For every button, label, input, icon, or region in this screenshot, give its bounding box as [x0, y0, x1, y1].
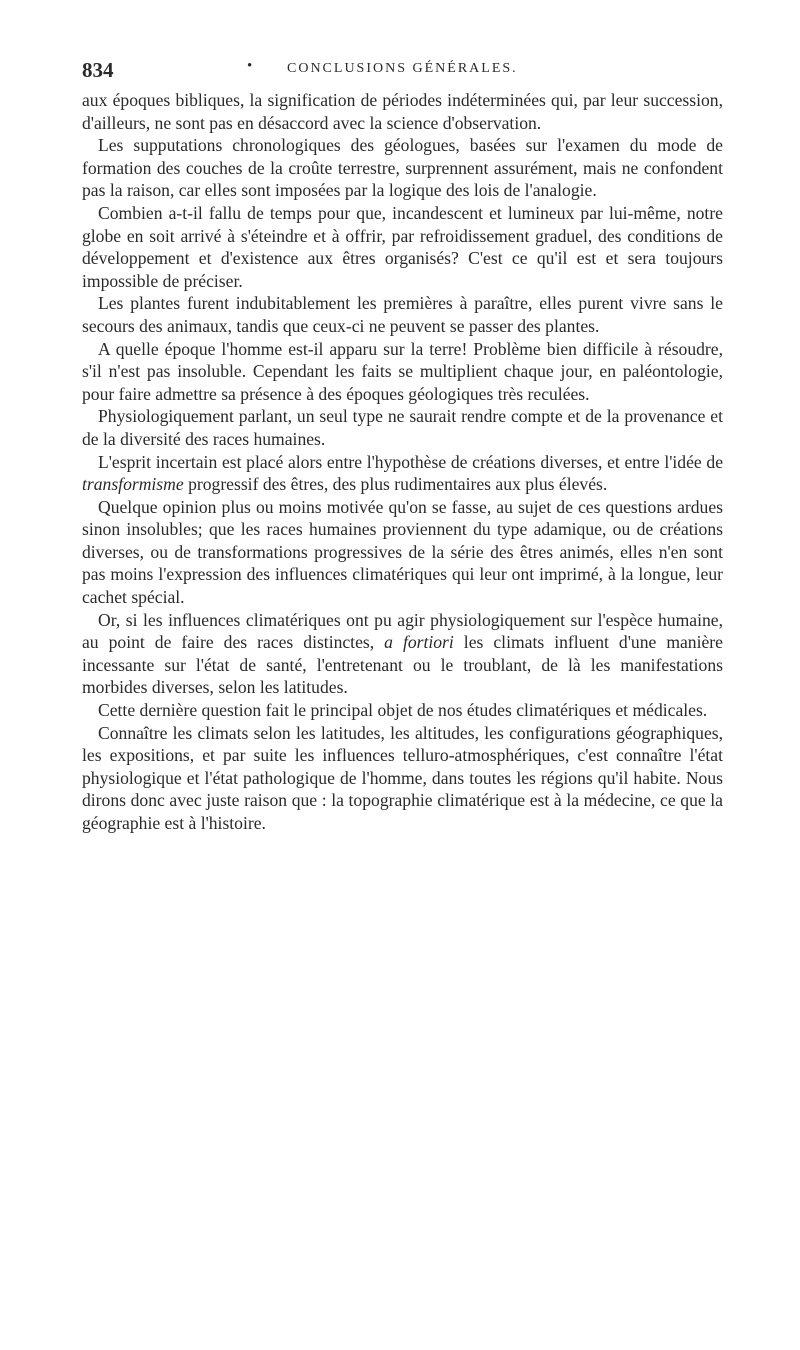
paragraph-9 [82, 609, 723, 699]
paragraph-5: A quelle époque l'homme est-il apparu sur la terre! Problème bien difficile à résoudre, s'il n'est pas insoluble. Cependant les faits se multiplient chaque jour, en paléontologie, pour faire admettre sa présence à des époques géologiques très reculées. [82, 338, 723, 404]
running-head: CONCLUSIONS GÉNÉRALES. [287, 61, 518, 76]
paragraph-3: Combien a-t-il fallu de temps pour que, incandescent et lumineux par lui-même, notre globe en soit arrivé à s'éteindre et à offrir, par refroidissement graduel, des conditions de développement et d'existence aux êtres organisés? C'est ce qu'il est et sera toujours impossible de préciser. [82, 202, 723, 291]
paragraph-1: aux époques bibliques, la signification de périodes indéterminées qui, par leur succession, d'ailleurs, ne sont pas en désaccord avec la science d'observation. [82, 90, 723, 133]
paragraph-2: Les supputations chronologiques des géologues, basées sur l'examen du mode de formation des couches de la croûte terrestre, surprennent assurément, mais ne confondent pas la raison, car elles sont imposées par la logique des lois de l'analogie. [82, 135, 723, 201]
paragraph-9-before: Or, si les influences climatériques ont pu agir physiologiquement sur l'espèce humaine, au point de faire des races distinctes, [82, 609, 723, 653]
paragraph-11: Connaître les climats selon les latitudes, les altitudes, les configurations géographiques, les expositions, et par suite les influences telluro-atmosphériques, c'est connaître l'état physiologique et l'état pathologique de l'homme, dans toutes les régions qu'il habite. Nous dirons donc avec juste raison que : la topographie climatérique est à la médecine, ce que la géographie est à l'histoire. [82, 722, 723, 833]
italic-term-a-fortiori: a fortiori [384, 632, 454, 653]
paragraph-8: Quelque opinion plus ou moins motivée qu'on se fasse, au sujet de ces questions ardues sinon insolubles; que les races humaines proviennent du type adamique, ou de créations diverses, ou de transformations progressives de la série des êtres animés, elles n'en sont pas moins l'expression des influences climatériques qui leur ont imprimé, à la longue, leur cachet spécial. [82, 496, 723, 608]
page-header [82, 58, 722, 82]
italic-term-transformisme: transformisme [82, 474, 184, 495]
header-dot: • [247, 58, 254, 74]
paragraph-6: Physiologiquement parlant, un seul type ne saurait rendre compte et de la provenance et de la diversité des races humaines. [82, 406, 723, 449]
paragraph-7-after: progressif des êtres, des plus rudimentaires aux plus élevés. [183, 474, 608, 495]
paragraph-4: Les plantes furent indubitablement les premières à paraître, elles purent vivre sans le secours des animaux, tandis que ceux-ci ne peuvent se passer des plantes. [82, 293, 723, 336]
paragraph-10: Cette dernière question fait le principal objet de nos études climatériques et médicales. [98, 700, 708, 721]
page-number: 834 [82, 58, 114, 82]
paragraph-7-before: L'esprit incertain est placé alors entre l'hypothèse de créations diverses, et entre l'idée de [98, 451, 723, 472]
paragraph-7 [82, 451, 723, 496]
paragraph-9-after: les climats influent d'une manière incessante sur l'état de santé, l'entretenant ou le troublant, de là les manifestations morbides diverses, selon les latitudes. [82, 632, 723, 698]
body-text [82, 89, 723, 835]
